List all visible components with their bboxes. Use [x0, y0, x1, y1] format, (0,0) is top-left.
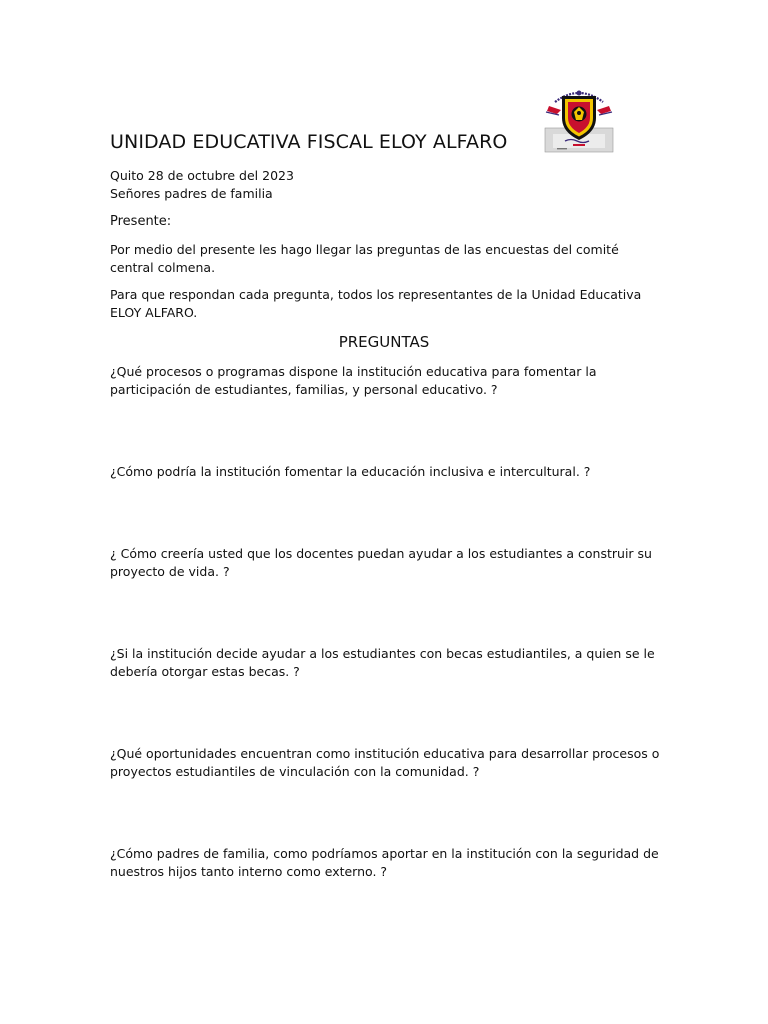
school-crest-graphic [543, 84, 615, 154]
question-item: ¿Si la institución decide ayudar a los estudiantes con becas estudiantiles, a quien se le debería otorgar estas becas. ? [110, 646, 655, 679]
school-crest-icon [543, 84, 615, 154]
question-item: ¿ Cómo creería usted que los docentes puedan ayudar a los estudiantes a construir su proyecto de vida. ? [110, 546, 652, 579]
letter-paragraph: Para que respondan cada pregunta, todos los representantes de la Unidad Educativa ELOY ALFARO. [110, 287, 642, 320]
question-item: ¿Cómo padres de familia, como podríamos aportar en la institución con la seguridad de nuestros hijos tanto interno como externo. ? [110, 846, 659, 879]
questions-heading: PREGUNTAS [338, 333, 430, 351]
question-item: ¿Cómo podría la institución fomentar la educación inclusiva e intercultural. ? [110, 464, 591, 479]
question-item: ¿Qué oportunidades encuentran como institución educativa para desarrollar procesos o proyectos estudiantiles de vinculación con la comunidad. ? [110, 746, 660, 779]
letter-paragraph: Por medio del presente les hago llegar las preguntas de las encuestas del comité central colmena. [110, 242, 619, 275]
document-title: UNIDAD EDUCATIVA FISCAL ELOY ALFARO [110, 131, 508, 153]
letter-date: Quito 28 de octubre del 2023 [110, 168, 294, 183]
question-item: ¿Qué procesos o programas dispone la institución educativa para fomentar la participación de estudiantes, familias, y personal educativo. ? [110, 364, 597, 397]
letter-recipient: Señores padres de familia [110, 186, 273, 201]
letter-greeting: Presente: [110, 214, 172, 229]
